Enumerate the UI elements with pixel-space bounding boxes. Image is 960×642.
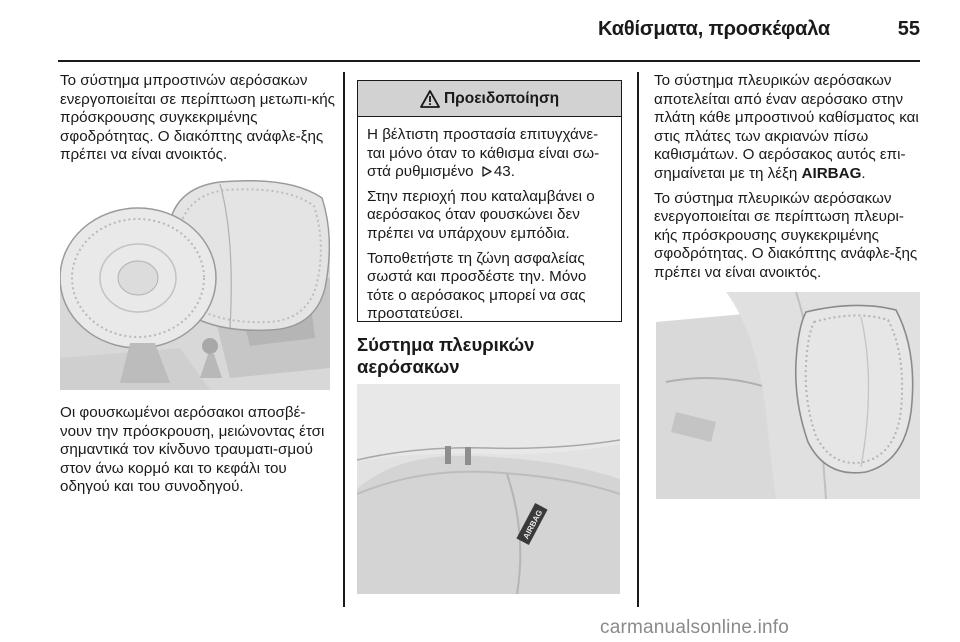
warning-paragraph-obstacles: Στην περιοχή που καταλαμβάνει ο αερόσακος όταν φουσκώνει δεν πρέπει να υπάρχουν εμπόδια. [367, 187, 595, 242]
sentence-end: . [861, 164, 866, 182]
side-airbag-location-text: Το σύστημα πλευρικών αερόσακων αποτελείται από έναν αερόσακο στην πλάτη κάθε μπροστινού καθίσματος και στις πλάτες των ακριανών πίσω καθισμάτων. Ο αερόσακος αυτός επι-σημαίνεται με τη λέξη [654, 72, 919, 182]
column-1-outro [60, 404, 335, 503]
watermark: carmanualsonline.info [600, 617, 790, 638]
side-airbag-activation-paragraph: Το σύστημα πλευρικών αερόσακων ενεργοποιείται σε περίπτωση πλευρι-κής πρόσκρουσης συγκεκριμένης σφοδρότητας. Ο διακόπτης ανάφλε-ξης πρέπει να είναι ανοικτός. [654, 189, 918, 281]
section-heading-side-airbags: Σύστημα πλευρικών αερόσακων [357, 334, 535, 377]
warning-paragraph-seat [367, 126, 613, 182]
column-1-intro [60, 72, 335, 171]
svg-text:AIRBAG: AIRBAG [521, 508, 545, 541]
warning-paragraph-seatbelt: Τοποθετήστε τη ζώνη ασφαλείας σωστά και προσδέστε την. Μόνο τότε ο αερόσακος μπορεί να σας προστατεύσει. [367, 249, 587, 323]
warning-title: Προειδοποίηση [443, 89, 560, 107]
side-airbag-illustration [656, 292, 920, 499]
warning-body [358, 117, 621, 324]
column-divider-right [637, 72, 639, 607]
column-3-text [654, 72, 924, 289]
triangle-ref-icon [481, 166, 492, 177]
warning-seat-text: Η βέλτιστη προστασία επιτυγχάνε-ται μόνο όταν το κάθισμα είναι σω-στά ρυθμισμένο [367, 126, 600, 181]
warning-header [358, 81, 621, 117]
page-header-title: Καθίσματα, προσκέφαλα [598, 18, 830, 40]
airbag-keyword: AIRBAG [801, 164, 862, 182]
front-airbags-illustration [60, 178, 330, 390]
column-divider-left [343, 72, 345, 607]
warning-page-ref[interactable]: 43. [493, 163, 515, 181]
seat-airbag-label-illustration [357, 384, 620, 594]
header-rule [58, 60, 920, 62]
page-number: 55 [897, 18, 920, 40]
front-airbag-activation-paragraph: Το σύστημα μπροστινών αερόσακων ενεργοποιείται σε περίπτωση μετωπι-κής πρόσκρουσης συγκεκριμένης σφοδρότητας. Ο διακόπτης ανάφλε-ξης πρέπει να είναι ανοικτός. [60, 72, 335, 164]
warning-triangle-icon [420, 90, 440, 108]
airbag-effect-paragraph: Οι φουσκωμένοι αερόσακοι αποσβέ-νουν την πρόσκρουση, μειώνοντας έτσι σημαντικά τον κίνδυνο τραυματι-σμού στον άνω κορμό και το κεφάλι του οδηγού και του συνοδηγού. [60, 404, 325, 496]
side-airbag-location-paragraph [654, 72, 924, 184]
warning-box [357, 80, 622, 322]
